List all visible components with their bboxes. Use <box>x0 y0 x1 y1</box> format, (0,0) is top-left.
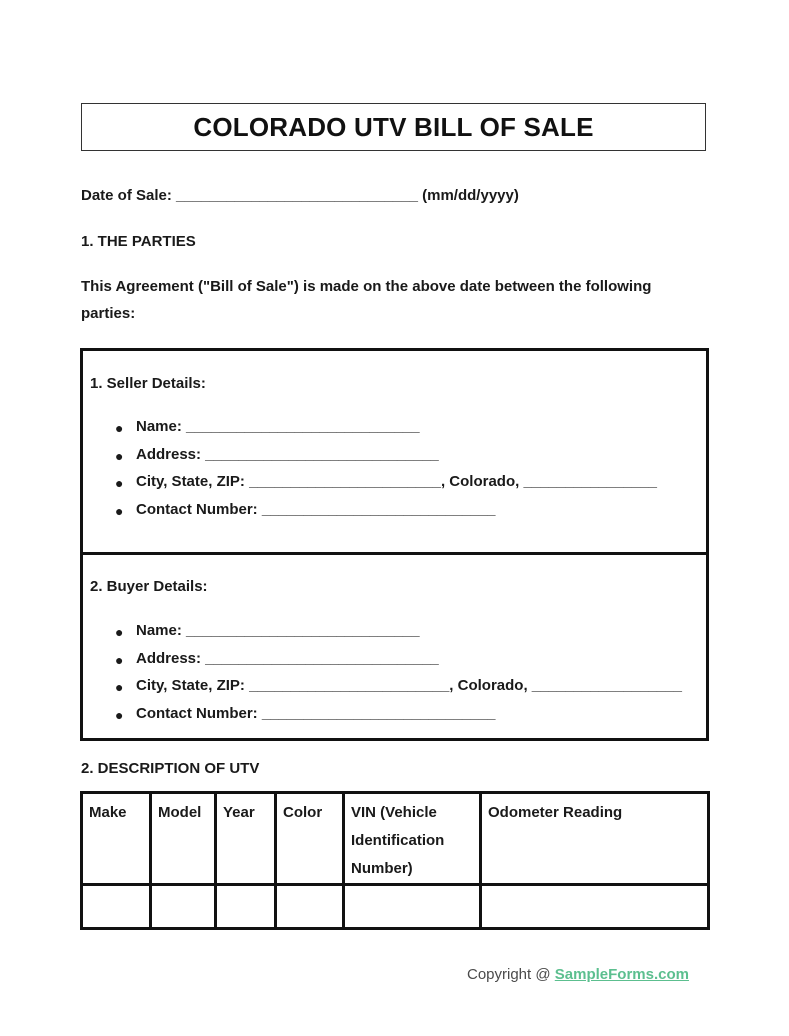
column-header-make: Make <box>82 793 151 885</box>
bullet-icon: ● <box>115 651 124 668</box>
section-heading-utv-description: 2. DESCRIPTION OF UTV <box>81 760 260 777</box>
year-cell[interactable] <box>216 885 276 929</box>
copyright-footer <box>467 966 689 983</box>
date-format-hint: (mm/dd/yyyy) <box>422 187 519 204</box>
copyright-prefix: Copyright @ <box>467 966 555 983</box>
bullet-icon: ● <box>115 475 124 491</box>
seller-contact-number-field[interactable]: ● Contact Number: ____________________________ <box>115 500 496 519</box>
title-box <box>81 103 706 151</box>
column-header-odometer: Odometer Reading <box>481 793 709 885</box>
model-cell[interactable] <box>151 885 216 929</box>
date-of-sale-label: Date of Sale: <box>81 187 172 204</box>
color-cell[interactable] <box>276 885 344 929</box>
buyer-address-field[interactable]: ● Address: ____________________________ <box>115 649 439 668</box>
bullet-icon: ● <box>115 502 124 519</box>
buyer-name-field[interactable]: ● Name: ____________________________ <box>115 622 420 640</box>
utv-description-table <box>80 791 710 930</box>
section-heading-parties: 1. THE PARTIES <box>81 233 196 250</box>
parties-box <box>80 348 709 741</box>
table-header-row <box>82 793 709 885</box>
bullet-icon: ● <box>115 420 124 436</box>
seller-city-state-zip-field[interactable]: ● City, State, ZIP: _______________________, Colorado, ________________ <box>115 473 657 491</box>
column-header-model: Model <box>151 793 216 885</box>
bullet-icon: ● <box>115 447 124 464</box>
seller-address-field[interactable]: ● Address: ____________________________ <box>115 445 439 464</box>
odometer-cell[interactable] <box>481 885 709 929</box>
buyer-details-title: 2. Buyer Details: <box>90 578 208 595</box>
seller-details-section <box>83 351 706 555</box>
bullet-icon: ● <box>115 706 124 723</box>
table-row <box>82 885 709 929</box>
column-header-vin: VIN (Vehicle Identification Number) <box>344 793 481 885</box>
sampleforms-link[interactable]: SampleForms.com <box>554 966 689 983</box>
column-header-year: Year <box>216 793 276 885</box>
vin-cell[interactable] <box>344 885 481 929</box>
buyer-details-section <box>83 555 706 738</box>
bullet-icon: ● <box>115 679 124 695</box>
buyer-contact-number-field[interactable]: ● Contact Number: ____________________________ <box>115 704 496 723</box>
seller-field-list <box>83 417 657 527</box>
make-cell[interactable] <box>82 885 151 929</box>
document-title: COLORADO UTV BILL OF SALE <box>193 111 594 142</box>
date-of-sale-line <box>81 187 519 204</box>
column-header-color: Color <box>276 793 344 885</box>
buyer-city-state-zip-field[interactable]: ● City, State, ZIP: ________________________, Colorado, __________________ <box>115 677 682 695</box>
seller-details-title: 1. Seller Details: <box>90 375 206 392</box>
bullet-icon: ● <box>115 624 124 640</box>
date-of-sale-field[interactable]: _____________________________ <box>176 187 418 204</box>
buyer-field-list <box>83 621 682 731</box>
seller-name-field[interactable]: ● Name: ____________________________ <box>115 418 420 436</box>
agreement-intro: This Agreement ("Bill of Sale") is made on the above date between the following parties: <box>81 278 652 322</box>
